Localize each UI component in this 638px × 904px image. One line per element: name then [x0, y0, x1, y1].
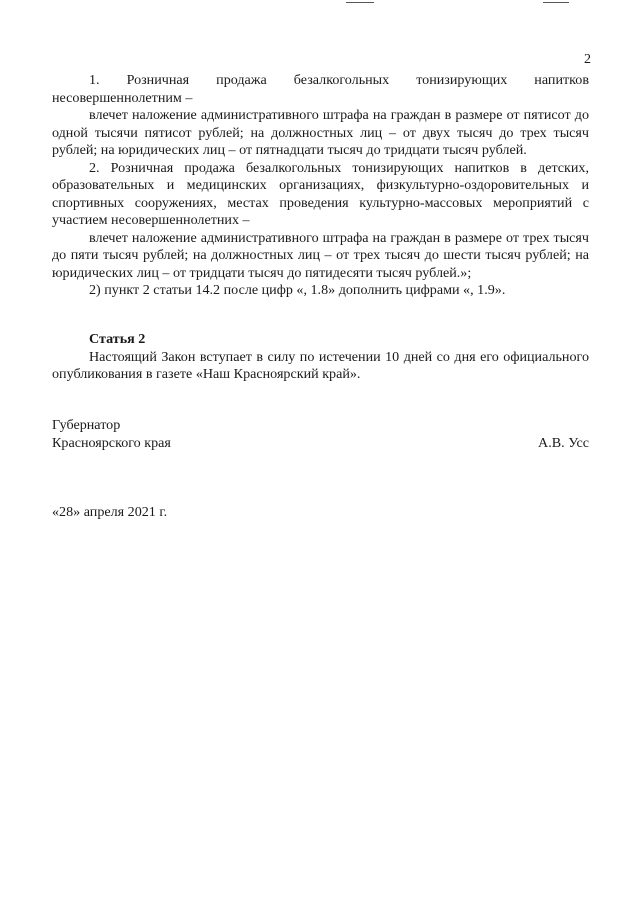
signatory-title: Губернатор [52, 417, 121, 433]
article-section [52, 331, 589, 384]
document-date: «28» апреля 2021 г. [52, 504, 168, 520]
scan-artifact [543, 2, 569, 3]
article-text: Настоящий Закон вступает в силу по истечении 10 дней со дня его официального опубликования в газете «Наш Красноярский край». [52, 348, 589, 382]
signatory-name: А.В. Усс [538, 434, 589, 451]
paragraph: влечет наложение административного штрафа на граждан в размере от трех тысяч до пяти тысяч рублей; на должностных лиц – от трех тысяч до шести тысяч рублей; на юридических лиц – от тридцати тысяч до пятидесяти тысяч рублей.»; [52, 229, 589, 281]
paragraph: влечет наложение административного штрафа на граждан в размере от пятисот до одной тысячи пятисот рублей; на должностных лиц – от двух тысяч до трех тысяч рублей; на юридических лиц – от пятнадцати тысяч до тридцати тысяч рублей. [52, 107, 589, 158]
document-body [52, 72, 589, 300]
signature-row [52, 435, 589, 453]
page-number: 2 [584, 52, 591, 67]
article-heading: Статья 2 [89, 331, 146, 347]
signature-block [52, 417, 589, 452]
paragraph: 2. Розничная продажа безалкогольных тонизирующих напитков в детских, образовательных и медицинских организациях, физкультурно-оздоровительных и спортивных сооружениях, местах проведения культурно-массовых мероприятий с участием несовершеннолетних – [52, 159, 589, 228]
scan-artifact [346, 2, 374, 3]
paragraph: 2) пункт 2 статьи 14.2 после цифр «, 1.8» дополнить цифрами «, 1.9». [89, 282, 506, 298]
paragraph: 1. Розничная продажа безалкогольных тонизирующих напитков несовершеннолетним – [52, 72, 589, 106]
signatory-region: Красноярского края [52, 434, 171, 451]
